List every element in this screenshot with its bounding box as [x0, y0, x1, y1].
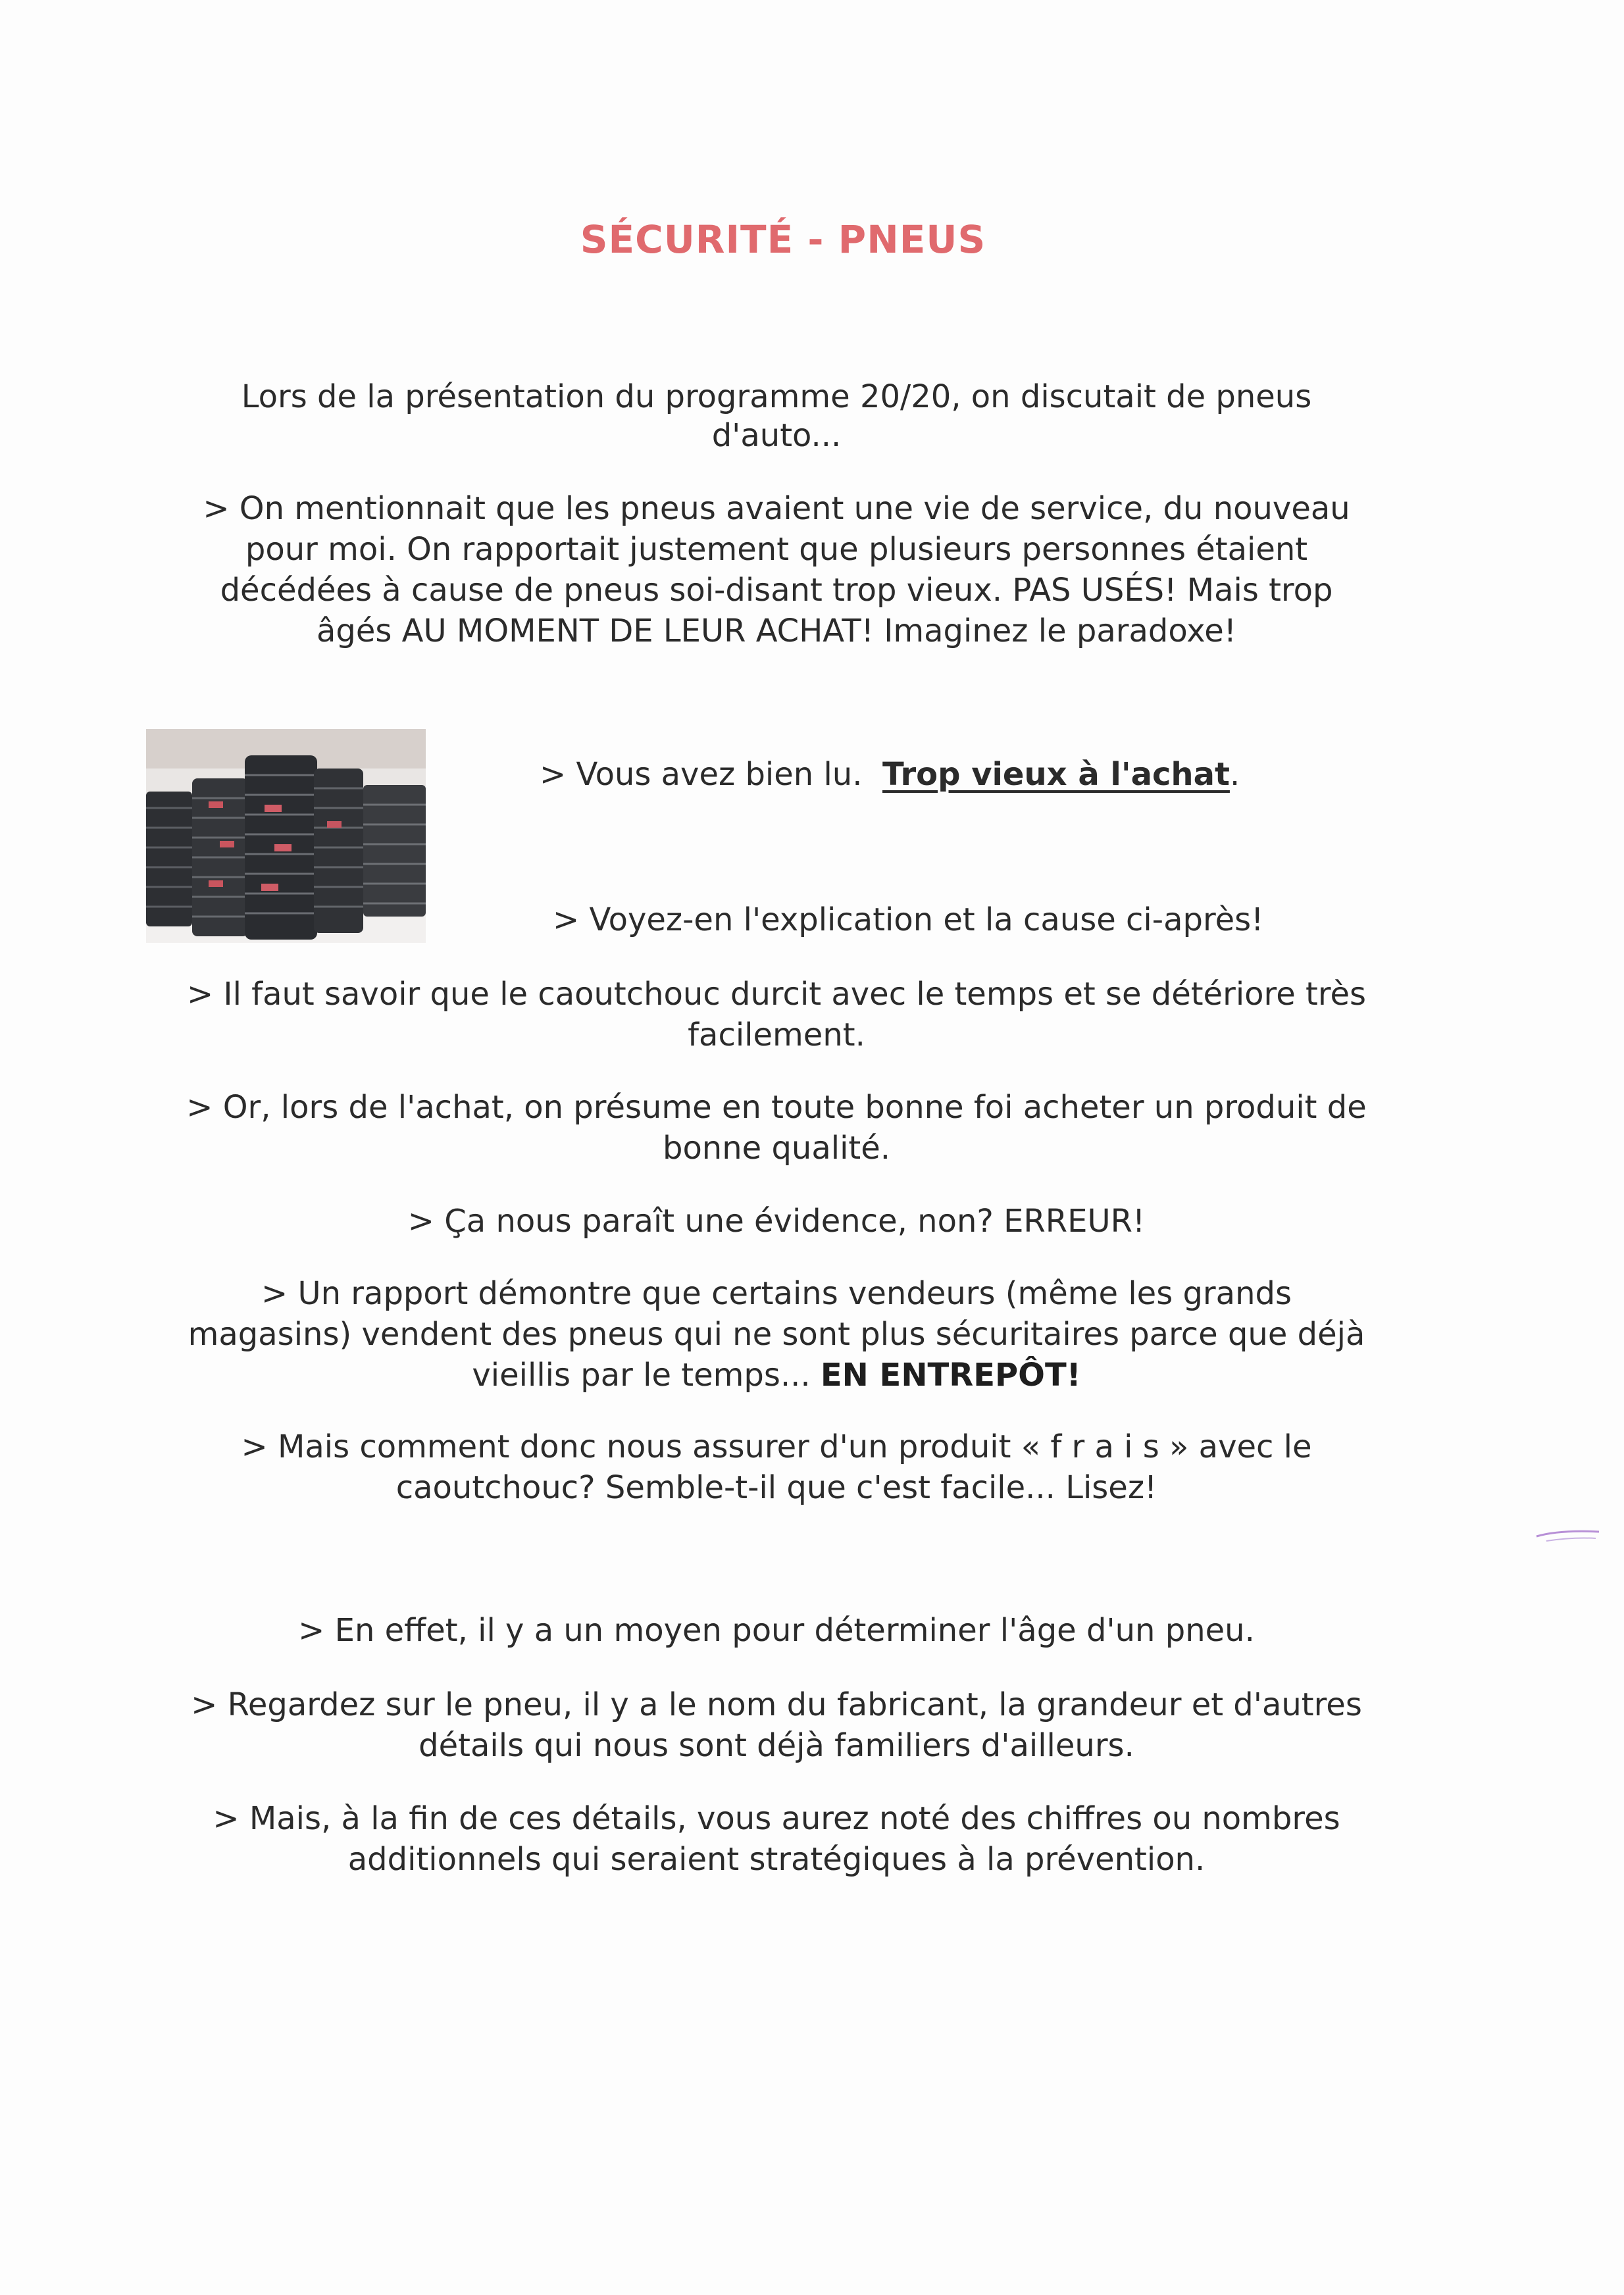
paragraph-line: > Mais comment donc nous assurer d'un produit « f r a i s » avec le [241, 1428, 1312, 1465]
stacked-tires-photo [146, 729, 426, 943]
paragraph-line: > Il faut savoir que le caoutchouc durcit avec le temps et se détériore très [186, 976, 1367, 1013]
intro-paragraph [184, 376, 1369, 456]
paragraph-line: âgés AU MOMENT DE LEUR ACHAT! Imaginez le paradoxe! [317, 613, 1236, 649]
paragraph-line [132, 1355, 1421, 1396]
paragraph-look-at-tire [132, 1684, 1421, 1766]
intro-line-1: Lors de la présentation du programme 20/20, on discutait de pneus [241, 378, 1312, 415]
paragraph-line: > Or, lors de l'achat, on présume en toute bonne foi acheter un produit de [186, 1089, 1367, 1126]
paragraph-line: bonne qualité. [662, 1130, 891, 1167]
paragraph-line: > Un rapport démontre que certains vendeurs (même les grands [261, 1275, 1292, 1312]
intro-line-2: d'auto... [711, 417, 842, 454]
emphasized-text: Trop vieux à l'achat [882, 756, 1230, 793]
emphasized-text: EN ENTREPÔT! [820, 1357, 1081, 1394]
paragraph-line: caoutchouc? Semble-t-il que c'est facile... Lisez! [395, 1469, 1157, 1506]
paragraph-at-purchase [132, 1087, 1421, 1169]
paragraph-text: . [1229, 756, 1240, 793]
paragraph-line: détails qui nous sont déjà familiers d'ailleurs. [419, 1727, 1134, 1764]
paragraph-report [132, 1273, 1421, 1396]
paragraph-text: > Vous avez bien lu. [540, 756, 882, 793]
paragraph-evidence: > Ça nous paraît une évidence, non? ERREUR! [407, 1203, 1146, 1240]
scan-mark [1533, 1520, 1606, 1546]
paragraph-how-to-ensure [132, 1426, 1421, 1508]
paragraph-line: pour moi. On rapportait justement que plusieurs personnes étaient [245, 531, 1308, 568]
paragraph-rubber-hardens [132, 974, 1421, 1055]
paragraph-text: vieillis par le temps... [472, 1357, 821, 1394]
paragraph-way-to-determine: > En effet, il y a un moyen pour déterminer l'âge d'un pneu. [298, 1612, 1255, 1649]
paragraph-line: > Regardez sur le pneu, il y a le nom du fabricant, la grandeur et d'autres [191, 1686, 1362, 1723]
paragraph-see-explanation: > Voyez-en l'explication et la cause ci-après! [553, 901, 1264, 938]
document-title: SÉCURITÉ - PNEUS [580, 217, 986, 262]
paragraph-you-read-right [540, 754, 1329, 795]
paragraph-line: > On mentionnait que les pneus avaient une vie de service, du nouveau [203, 490, 1350, 527]
paragraph-numbers [132, 1798, 1421, 1880]
paragraph-line: > Mais, à la fin de ces détails, vous aurez noté des chiffres ou nombres [213, 1800, 1340, 1837]
paragraph-line: additionnels qui seraient stratégiques à la prévention. [347, 1841, 1205, 1878]
paragraph-service-life [158, 488, 1395, 651]
paragraph-line: magasins) vendent des pneus qui ne sont plus sécuritaires parce que déjà [188, 1316, 1365, 1353]
paragraph-line: décédées à cause de pneus soi-disant trop vieux. PAS USÉS! Mais trop [220, 572, 1333, 609]
paragraph-line: facilement. [688, 1017, 865, 1053]
